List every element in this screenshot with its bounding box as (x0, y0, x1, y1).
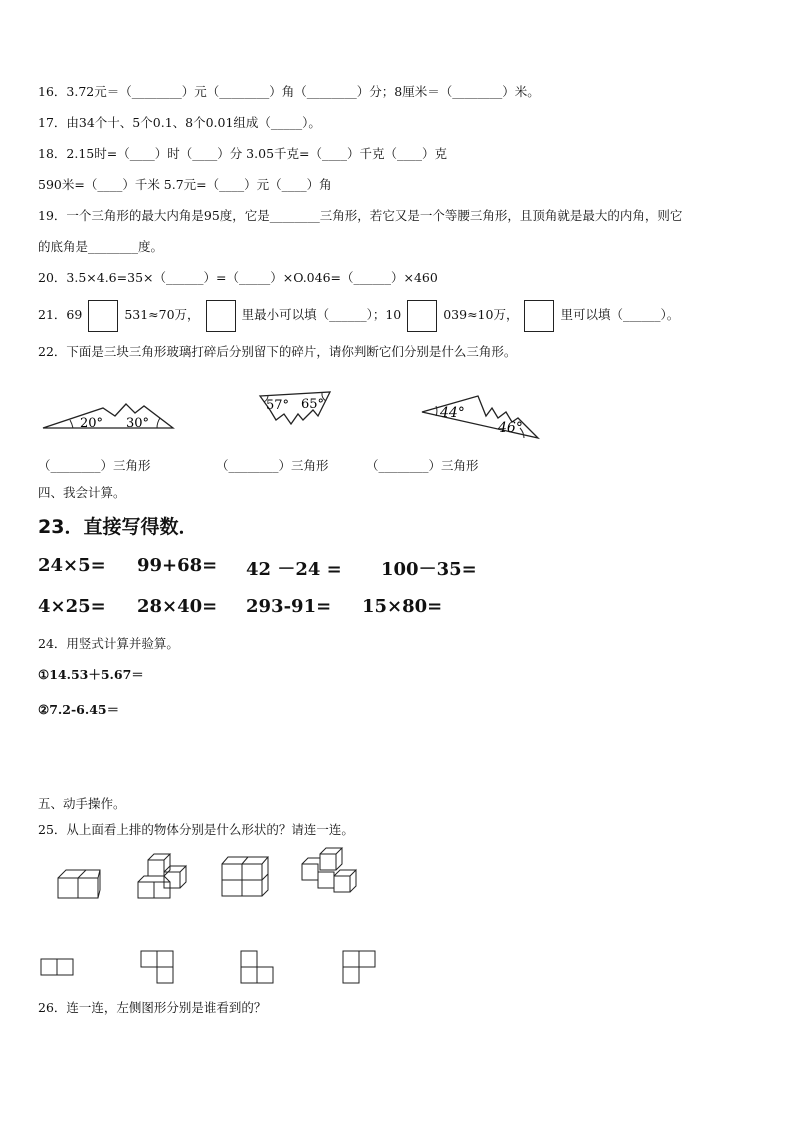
question-18-line2: 590米=（____）千米 5.7元=（____）元（____）角 (38, 177, 332, 192)
calc-item: 42 －24 = (246, 559, 342, 580)
angle-label: 20° (80, 416, 104, 431)
cube-object-2 (136, 852, 188, 902)
calc-item: 15×80= (362, 596, 443, 617)
cube-object-3 (218, 854, 268, 900)
answer-box[interactable] (206, 300, 236, 332)
cube-object-4 (298, 846, 358, 902)
answer-box[interactable] (88, 300, 118, 332)
answer-box[interactable] (407, 300, 437, 332)
q21-part4: 039≈10万， (443, 307, 519, 322)
answer-blank-2[interactable]: （________）三角形 (216, 458, 329, 473)
calc-item: 293-91= (246, 596, 332, 617)
question-24: 24．用竖式计算并验算。 (38, 636, 179, 651)
glass-shard-2 (258, 390, 333, 426)
calc-item: 100－35= (381, 559, 477, 580)
question-16: 16．3.72元＝（________）元（________）角（________）分；8厘米＝（________）米。 (38, 84, 540, 99)
question-26: 26．连一连，左侧图形分别是谁看到的？ (38, 1000, 267, 1015)
angle-label: 30° (126, 416, 150, 431)
calc-item: 24×5= (38, 555, 106, 576)
question-22: 22．下面是三块三角形玻璃打碎后分别留下的碎片，请你判断它们分别是什么三角形。 (38, 344, 517, 359)
question-24-item-2: ②7.2-6.45＝ (38, 702, 120, 717)
top-view-shape-1 (40, 958, 76, 976)
answer-blank-1[interactable]: （________）三角形 (38, 458, 151, 473)
question-20: 20．3.5×4.6=35×（______）=（_____）×O.046=（______）×460 (38, 270, 438, 285)
cube-object-1 (56, 866, 102, 900)
top-view-shape-2 (140, 950, 176, 984)
question-24-item-1: ①14.53＋5.67＝ (38, 667, 144, 682)
q21-part5: 里可以填（______）。 (560, 307, 680, 322)
calc-item: 28×40= (137, 596, 218, 617)
angle-label: 57° (266, 398, 290, 413)
q21-part3: 里最小可以填（______）；10 (241, 307, 402, 322)
answer-box[interactable] (524, 300, 554, 332)
question-25: 25．从上面看上排的物体分别是什么形状的？请连一连。 (38, 822, 354, 837)
angle-label: 44° (440, 405, 465, 421)
q21-part1: 21．69 (38, 307, 83, 322)
calc-item: 4×25= (38, 596, 106, 617)
question-19-line1: 19．一个三角形的最大内角是95度，它是________三角形，若它又是一个等腰三角形，且顶角就是最大的内角，则它 (38, 208, 683, 223)
calc-item: 99+68= (137, 555, 218, 576)
top-view-shape-3 (240, 950, 276, 984)
angle-label: 46° (498, 420, 523, 436)
question-19-line2: 的底角是________度。 (38, 239, 164, 254)
question-18-line1: 18．2.15时=（____）时（____）分 3.05千克=（____）千克（____）克 (38, 146, 447, 161)
top-view-shape-4 (342, 950, 378, 984)
glass-shard-3 (420, 390, 540, 442)
answer-blank-3[interactable]: （________）三角形 (366, 458, 479, 473)
section-5-heading: 五、动手操作。 (38, 796, 126, 811)
question-17: 17．由34个十、5个0.1、8个0.01组成（_____）。 (38, 115, 321, 130)
question-21 (38, 299, 679, 332)
glass-shard-1 (40, 398, 175, 432)
section-4-heading: 四、我会计算。 (38, 485, 126, 500)
question-23-title: 23．直接写得数． (38, 516, 198, 538)
q21-part2: 531≈70万， (124, 307, 200, 322)
angle-label: 65° (301, 397, 325, 412)
